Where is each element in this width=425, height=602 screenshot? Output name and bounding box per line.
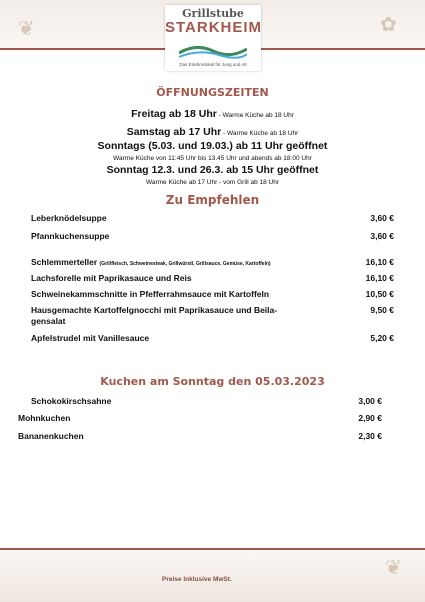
cake-item-price: 2,90 € <box>358 413 382 423</box>
recommend-heading: Zu Empfehlen <box>165 193 260 207</box>
menu-item-price: 3,60 € <box>370 231 394 241</box>
cake-item-name: Bananenkuchen <box>18 431 84 441</box>
hours-friday-note: - Warme Küche ab 18 Uhr <box>216 112 294 119</box>
menu-item-name: Lachsforelle mit Paprikasauce und Reis <box>31 273 192 283</box>
menu-item-name: Pfannkuchensuppe <box>31 231 110 241</box>
menu-item-price: 16,10 € <box>365 273 394 283</box>
menu-item-name: Schweinekammschnitte in Pfefferrahmsauce mit Kartoffeln <box>31 289 270 299</box>
grass-icon: ❦ <box>385 557 402 579</box>
hours-sunday-note: Warme Küche von 11:45 Uhr bis 13.45 Uhr und abends ab 18:00 Uhr <box>113 155 312 162</box>
footer-note: Preise Inklusive MwSt. <box>162 576 232 583</box>
menu-item-name: Leberknödelsuppe <box>31 213 107 223</box>
menu-item-name: Apfelstrudel mit Vanillesauce <box>31 333 150 343</box>
menu-item-name: Schlemmerteller <box>31 257 98 267</box>
menu-item-name-continued: gensalat <box>31 316 66 326</box>
hours-sunday-afternoon: Sonntag 12.3. und 26.3. ab 15 Uhr geöffnet <box>106 164 319 176</box>
landscape-icon <box>179 43 247 59</box>
opening-hours <box>0 104 425 188</box>
grass-icon: ✿ <box>380 14 397 36</box>
menu-item-note: (Grillfleisch, Schweinesteak, Grillwürstl, Grillsauce, Gemüse, Kartoffeln) <box>99 261 271 267</box>
logo <box>165 5 261 71</box>
footer-band <box>0 548 425 602</box>
hours-saturday: Samstag ab 17 Uhr <box>126 126 222 138</box>
cake-item-name: Mohnkuchen <box>18 413 71 423</box>
cakes-heading: Kuchen am Sonntag den 05.03.2023 <box>100 375 325 388</box>
opening-hours-heading: ÖFFNUNGSZEITEN <box>156 86 269 99</box>
logo-line1: Grillstube <box>182 7 244 20</box>
menu-item-schlemmerteller <box>31 257 271 270</box>
cake-item-name: Schokokirschsahne <box>31 396 112 406</box>
menu-item-price: 16,10 € <box>365 257 394 267</box>
hours-sunday: Sonntags (5.03. und 19.03.) ab 11 Uhr geöffnet <box>97 140 328 152</box>
logo-line2: STARKHEIM <box>165 19 263 36</box>
cake-item-price: 3,00 € <box>358 396 382 406</box>
grass-icon: ❦ <box>18 18 35 40</box>
menu-item-price: 5,20 € <box>370 333 394 343</box>
menu-item-name: Hausgemachte Kartoffelgnocchi mit Paprikasauce und Beila- <box>31 305 278 315</box>
logo-tagline: Das Erlebnislokal für Jung und Alt <box>179 62 247 67</box>
menu-item-price: 3,60 € <box>370 213 394 223</box>
hours-saturday-note: - Warme Küche ab 18 Uhr <box>221 130 299 137</box>
menu-item-price: 10,50 € <box>365 289 394 299</box>
hours-sunday-afternoon-note: Warme Küche ab 17 Uhr - vom Grill ab 18 Uhr <box>145 179 280 186</box>
hours-friday: Freitag ab 18 Uhr <box>131 108 217 120</box>
cake-item-price: 2,30 € <box>358 431 382 441</box>
menu-item-price: 9,50 € <box>370 305 394 315</box>
